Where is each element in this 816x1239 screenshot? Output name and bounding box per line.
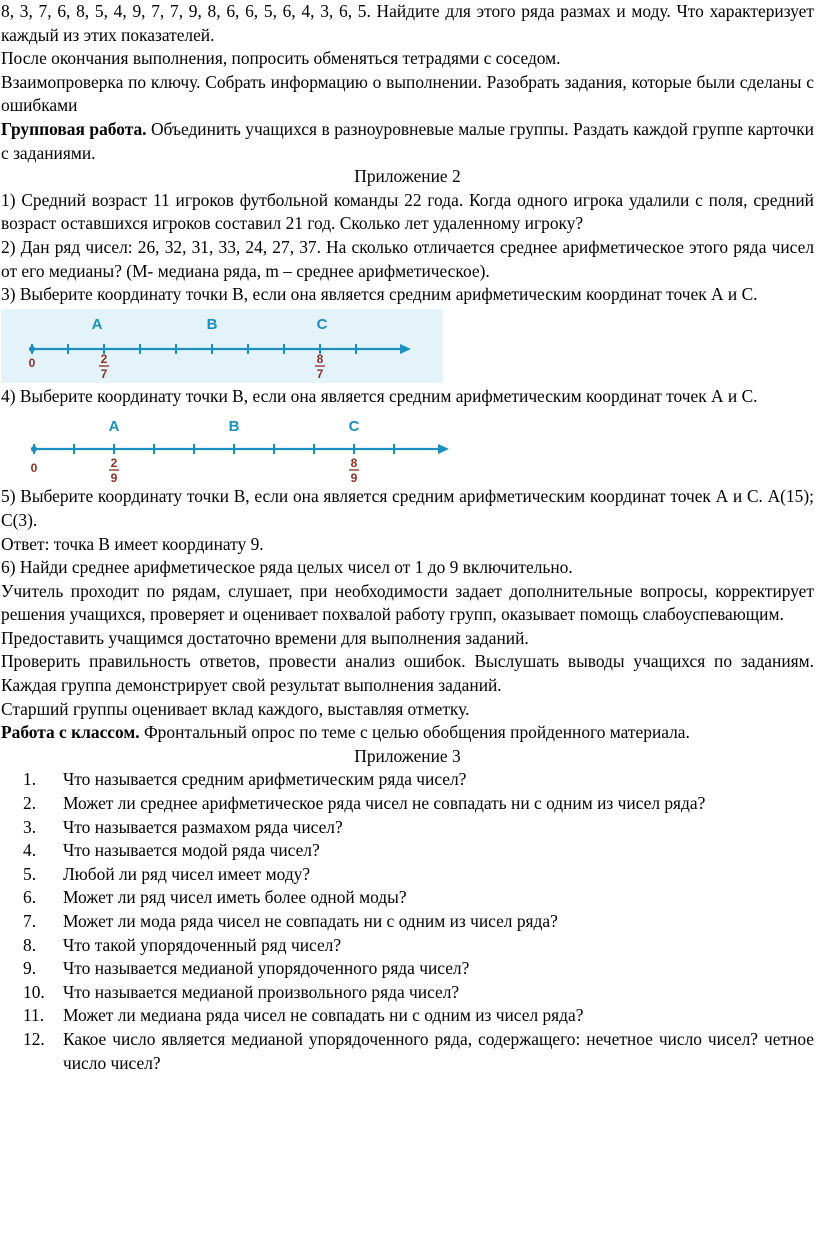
number-line-2-figure bbox=[1, 408, 816, 484]
list-item-number: 4. bbox=[23, 840, 37, 861]
list-item-number: 12. bbox=[23, 1028, 45, 1049]
task-6: 6) Найди среднее арифметическое ряда целых чисел от 1 до 9 включительно. bbox=[1, 557, 573, 578]
appendix-3-title: Приложение 3 bbox=[354, 745, 461, 766]
group-work-text: Объединить учащихся в разноуровневые малые группы. Раздать каждой группе карточки с заданиями. bbox=[1, 118, 814, 163]
task-2: 2) Дан ряд чисел: 26, 32, 31, 33, 24, 27, 37. На сколько отличается среднее арифметическое этого ряда чисел от его медианы? (М- медиана ряда, m – среднее арифметическое). bbox=[1, 236, 814, 281]
point-a-label: A bbox=[108, 418, 120, 436]
paragraph-class-work bbox=[1, 721, 814, 745]
paragraph-check-answers: Проверить правильность ответов, провести анализ ошибок. Выслушать выводы учащихся по заданиям. Каждая группа демонстрирует свой результат выполнения заданий. bbox=[1, 651, 814, 696]
paragraph-peer-check: Взаимопроверка по ключу. Собрать информацию о выполнении. Разобрать задания, которые были сделаны с ошибками bbox=[1, 71, 814, 116]
list-item bbox=[1, 792, 814, 816]
point-c-label: C bbox=[316, 315, 328, 333]
list-item bbox=[1, 886, 814, 910]
point-b-label: B bbox=[206, 315, 218, 333]
point-a-numerator: 2 bbox=[110, 456, 118, 471]
point-c-numerator: 8 bbox=[316, 351, 324, 366]
list-item-number: 11. bbox=[23, 1005, 45, 1026]
paragraph-group-work bbox=[1, 118, 814, 165]
answer-5: Ответ: точка В имеет координату 9. bbox=[1, 533, 264, 554]
class-work-heading: Работа с классом. bbox=[1, 722, 140, 743]
list-item-number: 2. bbox=[23, 793, 37, 814]
zero-label: 0 bbox=[30, 461, 38, 476]
paragraph-time: Предоставить учащимся достаточно времени для выполнения заданий. bbox=[1, 627, 529, 648]
point-a-denominator: 7 bbox=[100, 366, 108, 381]
list-item bbox=[1, 816, 814, 840]
questions-list bbox=[1, 768, 814, 1075]
appendix-2-title: Приложение 2 bbox=[354, 166, 461, 187]
list-item-text: Что называется медианой упорядоченного ряда чисел? bbox=[63, 958, 470, 979]
list-item-number: 9. bbox=[23, 958, 37, 979]
list-item-text: Любой ли ряд чисел имеет моду? bbox=[63, 863, 311, 884]
list-item-number: 8. bbox=[23, 934, 37, 955]
point-a-label: A bbox=[91, 315, 103, 333]
list-item-text: Может ли мода ряда чисел не совпадать ни с одним из чисел ряда? bbox=[63, 911, 558, 931]
paragraph-group-leader: Старший группы оценивает вклад каждого, выставляя отметку. bbox=[1, 698, 470, 719]
point-c-label: C bbox=[348, 418, 360, 436]
paragraph-series-task: 8, 3, 7, 6, 8, 5, 4, 9, 7, 7, 9, 8, 6, 6, 5, 6, 4, 3, 6, 5. Найдите для этого ряда размах и моду. Что характеризует каждый из этих показателей. bbox=[1, 1, 814, 45]
list-item bbox=[1, 1028, 814, 1075]
number-line-1-figure bbox=[1, 309, 816, 383]
list-item-number: 6. bbox=[23, 887, 37, 908]
point-c-numerator: 8 bbox=[350, 456, 358, 471]
group-work-heading: Групповая работа. bbox=[1, 118, 147, 139]
number-line-1 bbox=[1, 309, 814, 383]
list-item-number: 1. bbox=[23, 769, 37, 790]
list-item-text: Что называется медианой произвольного ряда чисел? bbox=[63, 981, 460, 1002]
number-line-2 bbox=[1, 408, 814, 484]
list-item-text: Какое число является медианой упорядоченного ряда, содержащего: нечетное число чисел? четное число чисел? bbox=[63, 1028, 814, 1073]
list-item bbox=[1, 910, 814, 934]
list-item-text: Может ли медиана ряда чисел не совпадать ни с одним из чисел ряда? bbox=[63, 1005, 584, 1026]
point-c-denominator: 7 bbox=[316, 366, 324, 381]
list-item bbox=[1, 1004, 814, 1028]
task-1: 1) Средний возраст 11 игроков футбольной команды 22 года. Когда одного игрока удалили с поля, средний возраст оставшихся игроков составил 21 год. Сколько лет удаленному игроку? bbox=[1, 189, 814, 234]
list-item bbox=[1, 768, 814, 792]
list-item bbox=[1, 839, 814, 863]
point-c-denominator: 9 bbox=[350, 471, 358, 485]
task-5: 5) Выберите координату точки В, если она является средним арифметическим координат точек А и С. А(15); С(3). bbox=[1, 486, 814, 530]
task-4: 4) Выберите координату точки В, если она является средним арифметическим координат точек А и С. bbox=[1, 385, 758, 406]
list-item-number: 3. bbox=[23, 816, 37, 837]
number-line-2-arrow bbox=[438, 444, 449, 454]
number-line-1-origin-dot bbox=[29, 346, 35, 352]
list-item-text: Что называется размахом ряда чисел? bbox=[63, 816, 343, 837]
list-item bbox=[1, 863, 814, 887]
list-item-number: 5. bbox=[23, 863, 37, 884]
paragraph-teacher-rounds: Учитель проходит по рядам, слушает, при необходимости задает дополнительные вопросы, корректирует решения учащихся, проверяет и оценивает похвалой работу групп, оказывает помощь слабоуспевающим. bbox=[1, 580, 814, 625]
point-a-denominator: 9 bbox=[110, 471, 118, 485]
list-item-text: Может ли среднее арифметическое ряда чисел не совпадать ни с одним из чисел ряда? bbox=[63, 793, 706, 814]
list-item-text: Что называется средним арифметическим ряда чисел? bbox=[63, 769, 467, 790]
list-item-text: Что называется модой ряда чисел? bbox=[63, 840, 320, 861]
point-b-label: B bbox=[228, 418, 240, 436]
zero-label: 0 bbox=[28, 355, 36, 370]
list-item bbox=[1, 957, 814, 981]
class-work-text: Фронтальный опрос по теме с целью обобщения пройденного материала. bbox=[139, 722, 690, 743]
paragraph-exchange: После окончания выполнения, попросить обменяться тетрадями с соседом. bbox=[1, 48, 561, 69]
list-item-text: Что такой упорядоченный ряд чисел? bbox=[63, 934, 342, 955]
list-item-number: 10. bbox=[23, 981, 45, 1002]
list-item bbox=[1, 981, 814, 1005]
list-item-number: 7. bbox=[23, 911, 37, 931]
list-item bbox=[1, 934, 814, 958]
point-a-numerator: 2 bbox=[100, 351, 108, 366]
number-line-2-origin-dot bbox=[31, 446, 37, 452]
task-3: 3) Выберите координату точки В, если она является средним арифметическим координат точек А и С. bbox=[1, 284, 758, 305]
list-item-text: Может ли ряд чисел иметь более одной моды? bbox=[63, 887, 407, 908]
